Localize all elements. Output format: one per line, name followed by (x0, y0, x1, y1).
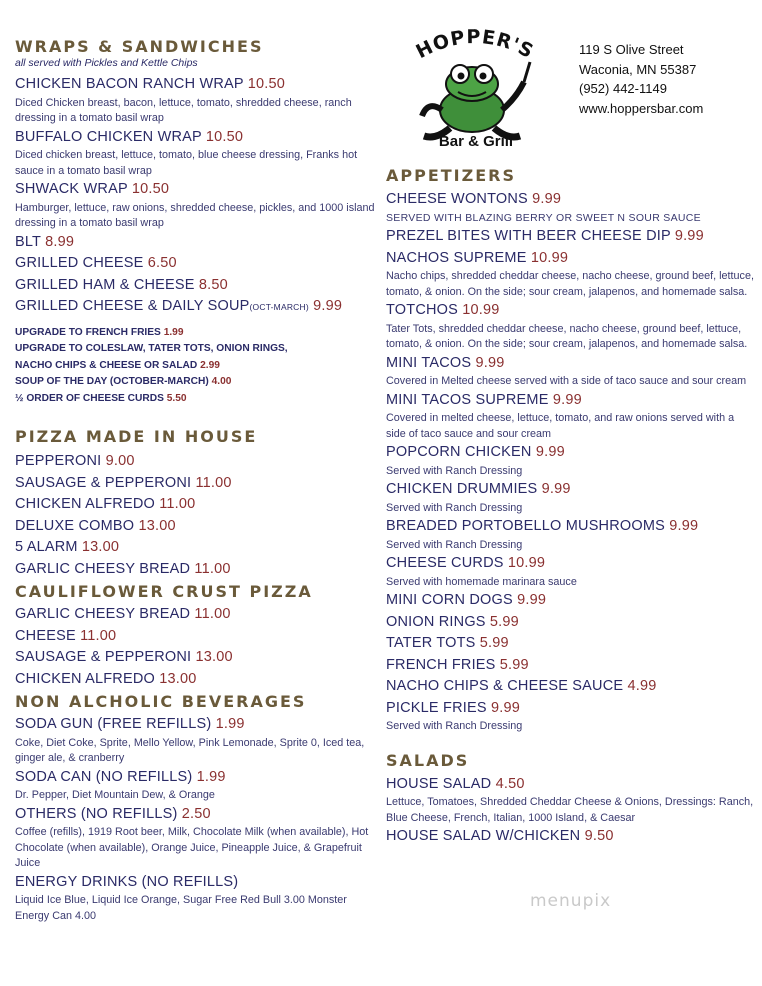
item-description: Tater Tots, shredded cheddar cheese, nacho cheese, ground beef, lettuce, tomato, & onion. On the side; sour cream, jalapenos, and homemade salsa. (386, 322, 748, 350)
item-price: 1.99 (215, 716, 245, 732)
item-name: DELUXE COMBO (15, 517, 135, 534)
menu-item (386, 248, 756, 270)
menu-item (15, 451, 375, 473)
menu-item (15, 179, 375, 201)
menu-item (15, 669, 375, 691)
appetizers-list (386, 189, 756, 735)
item-price: 10.99 (462, 302, 500, 318)
menu-item (386, 655, 756, 677)
item-name: POPCORN CHICKEN (386, 444, 532, 460)
item-name: GARLIC CHEESY BREAD (15, 560, 191, 577)
menu-item (15, 275, 375, 297)
item-name: SAUSAGE & PEPPERONI (15, 649, 192, 665)
upgrade-line (15, 374, 375, 391)
item-name: GRILLED HAM & CHEESE (15, 276, 195, 293)
upgrade-text: SOUP OF THE DAY (OCTOBER-MARCH) (15, 376, 209, 387)
item-name: CHICKEN ALFREDO (15, 496, 155, 512)
menu-item (386, 442, 756, 464)
item-description: SERVED WITH BLAZING BERRY OR SWEET N SOUR SAUCE (386, 211, 701, 224)
wraps-subtitle: all served with Pickles and Kettle Chips (15, 57, 198, 69)
item-price: 5.99 (479, 635, 509, 651)
address-street: 119 S Olive Street (579, 42, 684, 57)
wraps-title: WRAPS & SANDWICHES (15, 37, 264, 56)
item-description: Diced chicken breast, lettuce, tomato, blue cheese dressing, Franks hot sauce in a tomato basil wrap (15, 149, 358, 177)
item-price: 9.99 (475, 354, 505, 371)
upgrade-price: 1.99 (163, 326, 184, 338)
item-price: 13.00 (81, 539, 120, 555)
menu-item (15, 473, 375, 495)
item-price: 5.99 (499, 656, 529, 673)
item-price: 13.00 (138, 517, 176, 534)
item-name: SODA GUN (FREE REFILLS) (15, 716, 212, 732)
menu-item (386, 774, 756, 796)
item-name: MINI CORN DOGS (386, 592, 513, 608)
item-name: BREADED PORTOBELLO MUSHROOMS (386, 518, 666, 534)
item-description: Coke, Diet Coke, Sprite, Mello Yellow, Pink Lemonade, Sprite 0, Iced tea, ginger ale, & cranberry (15, 736, 365, 764)
item-price: 9.99 (669, 518, 699, 534)
upgrade-line (15, 358, 375, 375)
item-description: Hamburger, lettuce, raw onions, shredded cheese, pickles, and 1000 island dressing in a tomato basil wrap (15, 201, 375, 229)
menu-item (15, 537, 375, 559)
item-price: 2.50 (181, 805, 211, 822)
item-name: SHWACK WRAP (15, 181, 128, 197)
item-name: ENERGY DRINKS (NO REFILLS) (15, 873, 239, 890)
upgrade-line (15, 325, 375, 342)
menu-item (15, 127, 375, 149)
menu-item (15, 714, 375, 736)
item-price: 9.00 (105, 453, 135, 469)
item-description: Nacho chips, shredded cheddar cheese, nacho cheese, ground beef, lettuce, tomato, & onion. On the side; sour cream, jalapenos, and homemade salsa. (386, 270, 754, 298)
menu-item (386, 390, 756, 412)
menu-item (15, 767, 375, 789)
item-price: 11.00 (194, 606, 231, 622)
appetizers-title: APPETIZERS (386, 166, 517, 185)
menu-item (15, 804, 375, 826)
item-price: 9.99 (532, 191, 562, 207)
pizza-title: PIZZA MADE IN HOUSE (15, 427, 258, 446)
item-name: GARLIC CHEESY BREAD (15, 606, 191, 622)
item-description: Served with Ranch Dressing (386, 464, 523, 477)
item-note: (OCT-MARCH) (249, 302, 309, 312)
menu-item (15, 232, 375, 254)
menu-item (386, 590, 756, 612)
item-price: 10.50 (205, 128, 244, 145)
item-name: PICKLE FRIES (386, 699, 487, 716)
item-name: SODA CAN (NO REFILLS) (15, 768, 193, 785)
item-name: CHICKEN DRUMMIES (386, 481, 538, 497)
menu-item (386, 633, 756, 655)
menu-item (15, 872, 375, 894)
menu-item (15, 253, 375, 275)
item-name: TATER TOTS (386, 635, 476, 651)
address-phone: (952) 442-1149 (579, 81, 667, 96)
item-name: HOUSE SALAD W/CHICKEN (386, 828, 581, 844)
upgrades-list (15, 325, 375, 408)
item-name: CHEESE WONTONS (386, 191, 528, 207)
item-price: 10.99 (530, 249, 569, 266)
item-price: 9.99 (674, 228, 704, 244)
menu-item (15, 604, 375, 626)
salads-list (386, 774, 756, 848)
item-price: 11.00 (80, 627, 117, 644)
upgrade-text: UPGRADE TO FRENCH FRIES (15, 326, 161, 338)
beverages-list (15, 714, 375, 924)
item-name: MINI TACOS (386, 354, 472, 371)
item-price: 1.99 (196, 768, 226, 785)
item-price: 9.99 (541, 481, 571, 497)
wraps-list (15, 74, 375, 319)
menu-item (386, 479, 756, 501)
item-price: 13.00 (195, 649, 233, 665)
address-website[interactable]: www.hoppersbar.com (579, 100, 704, 116)
upgrade-price: 2.99 (200, 359, 220, 371)
menu-item (386, 300, 756, 322)
item-name: TOTCHOS (386, 302, 459, 318)
logo-name: HOPPER'S (412, 25, 538, 64)
beverages-title: NON ALCHOLIC BEVERAGES (15, 692, 307, 711)
item-price: 9.99 (535, 444, 565, 460)
item-name: 5 ALARM (15, 539, 78, 555)
menu-item (386, 353, 756, 375)
item-price: 11.00 (159, 496, 196, 512)
upgrade-line (15, 341, 375, 358)
upgrade-text: ½ ORDER OF CHEESE CURDS (15, 392, 164, 404)
cauliflower-title: CAULIFLOWER CRUST PIZZA (15, 582, 313, 601)
upgrade-line (15, 391, 375, 408)
item-name: NACHO CHIPS & CHEESE SAUCE (386, 678, 624, 694)
menu-item (386, 826, 756, 848)
pizza-list (15, 451, 375, 580)
menu-item (15, 74, 375, 96)
item-price: 6.50 (147, 255, 177, 271)
menu-item (386, 189, 756, 211)
item-price: 8.99 (45, 233, 75, 250)
menu-item (15, 626, 375, 648)
item-description: Lettuce, Tomatoes, Shredded Cheddar Cheese & Onions, Dressings: Ranch, Blue Cheese, French, Italian, 1000 Island, & Caesar (386, 796, 754, 824)
menu-item (15, 296, 375, 319)
item-price: 4.50 (495, 775, 525, 792)
item-name: PEPPERONI (15, 453, 102, 469)
item-name: CHICKEN BACON RANCH WRAP (15, 76, 244, 92)
item-price: 9.50 (584, 828, 614, 844)
upgrade-price: 4.00 (211, 376, 232, 387)
item-description: Served with homemade marinara sauce (386, 575, 577, 588)
item-description: Covered in Melted cheese served with a side of taco sauce and sour cream (386, 375, 747, 387)
left-column (15, 0, 375, 924)
item-price: 11.00 (194, 560, 231, 577)
item-price: 9.99 (517, 592, 547, 608)
item-description: Served with Ranch Dressing (386, 501, 523, 514)
item-description: Coffee (refills), 1919 Root beer, Milk, Chocolate Milk (when available), Hot Chocolate (when available), Orange Juice, Pineapple Juice, & Grapefruit Juice (15, 826, 369, 869)
item-price: 8.50 (198, 276, 228, 293)
watermark: menupix (530, 891, 612, 911)
item-price: 13.00 (159, 670, 197, 687)
menu-item (386, 698, 756, 720)
upgrade-price: 5.50 (166, 392, 187, 404)
item-price: 9.99 (490, 699, 520, 716)
menu-item (386, 612, 756, 634)
menu-item (386, 226, 756, 248)
item-description: Diced Chicken breast, bacon, lettuce, tomato, shredded cheese, ranch dressing in a tomato basil wrap (15, 96, 352, 124)
item-price: 10.50 (131, 181, 170, 197)
item-description: Dr. Pepper, Diet Mountain Dew, & Orange (15, 789, 215, 801)
item-name: GRILLED CHEESE (15, 255, 144, 271)
item-name: OTHERS (NO REFILLS) (15, 805, 178, 822)
item-price: 9.99 (552, 391, 582, 408)
right-column (386, 0, 756, 848)
item-description: Served with Ranch Dressing (386, 538, 523, 551)
item-name: BUFFALO CHICKEN WRAP (15, 128, 202, 145)
salads-title: SALADS (386, 750, 470, 770)
item-name: BLT (15, 233, 41, 250)
item-description: Liquid Ice Blue, Liquid Ice Orange, Sugar Free Red Bull 3.00 Monster Energy Can 4.00 (15, 894, 347, 922)
upgrade-text: NACHO CHIPS & CHEESE OR SALAD (15, 359, 198, 371)
item-price: 5.99 (489, 613, 519, 630)
address-city: Waconia, MN 55387 (579, 61, 697, 77)
menu-item (15, 516, 375, 538)
item-name: NACHOS SUPREME (386, 249, 527, 266)
item-name: GRILLED CHEESE & DAILY SOUP (15, 298, 250, 314)
menu-item (386, 516, 756, 538)
item-price: 9.99 (313, 298, 343, 314)
item-name: PREZEL BITES WITH BEER CHEESE DIP (386, 228, 671, 244)
item-name: FRENCH FRIES (386, 656, 496, 673)
upgrade-text: UPGRADE TO COLESLAW, TATER TOTS, ONION RINGS, (15, 343, 288, 354)
menu-item (15, 494, 375, 516)
cauliflower-list (15, 604, 375, 690)
menu-item (386, 553, 756, 575)
item-name: SAUSAGE & PEPPERONI (15, 474, 192, 491)
item-name: MINI TACOS SUPREME (386, 391, 549, 408)
item-price: 4.99 (627, 678, 657, 694)
item-price: 10.50 (247, 76, 286, 92)
item-name: CHICKEN ALFREDO (15, 670, 155, 687)
menu-item (15, 559, 375, 581)
menu-item (386, 676, 756, 698)
item-name: HOUSE SALAD (386, 775, 492, 792)
item-price: 11.00 (195, 474, 232, 491)
item-description: Covered in melted cheese, lettuce, tomato, and raw onions served with a side of taco sauce and sour cream (386, 412, 735, 440)
item-name: CHEESE CURDS (386, 555, 504, 571)
logo-sub: Bar & Grill (438, 133, 514, 150)
item-price: 10.99 (507, 555, 546, 571)
item-name: CHEESE (15, 627, 76, 644)
item-description: Served with Ranch Dressing (386, 720, 523, 732)
item-name: ONION RINGS (386, 613, 486, 630)
menu-item (15, 647, 375, 669)
